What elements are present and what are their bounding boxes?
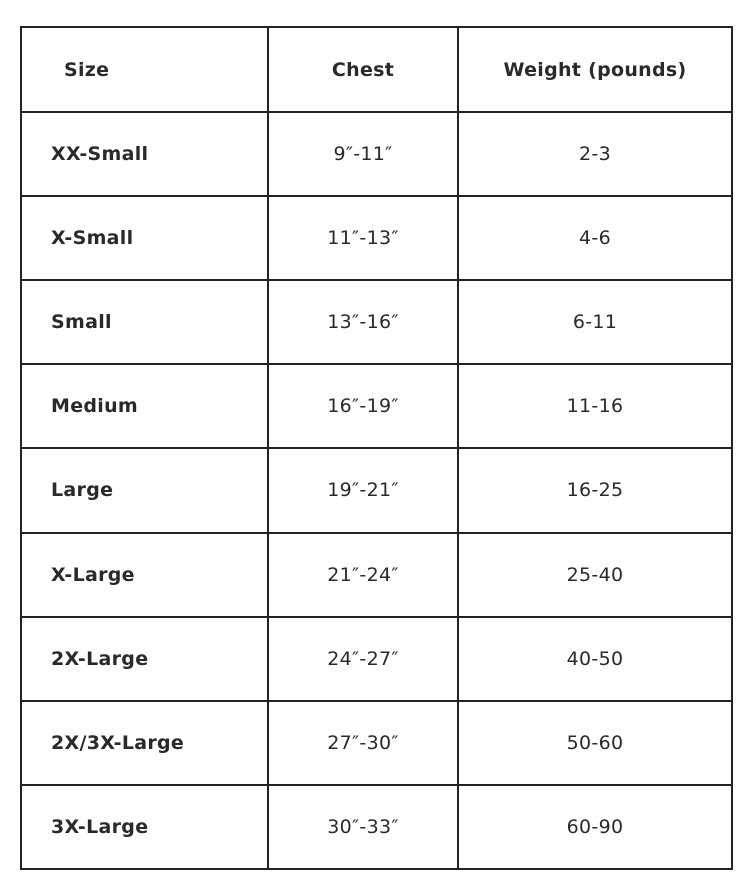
- weight-cell: 16-25: [458, 448, 732, 532]
- header-size: Size: [21, 27, 268, 112]
- header-weight: Weight (pounds): [458, 27, 732, 112]
- header-chest: Chest: [268, 27, 458, 112]
- chest-cell: 16″-19″: [268, 364, 458, 448]
- size-cell: Large: [21, 448, 268, 532]
- weight-cell: 60-90: [458, 785, 732, 869]
- table-row: [21, 280, 732, 364]
- chest-cell: 27″-30″: [268, 701, 458, 785]
- table-row: [21, 785, 732, 869]
- weight-cell: 40-50: [458, 617, 732, 701]
- size-cell: 2X/3X-Large: [21, 701, 268, 785]
- table-row: [21, 364, 732, 448]
- table-header-row: [21, 27, 732, 112]
- size-cell: Small: [21, 280, 268, 364]
- chest-cell: 24″-27″: [268, 617, 458, 701]
- size-cell: 2X-Large: [21, 617, 268, 701]
- size-cell: 3X-Large: [21, 785, 268, 869]
- weight-cell: 50-60: [458, 701, 732, 785]
- chest-cell: 30″-33″: [268, 785, 458, 869]
- size-chart-table: [20, 26, 733, 870]
- weight-cell: 11-16: [458, 364, 732, 448]
- size-cell: XX-Small: [21, 112, 268, 196]
- chest-cell: 21″-24″: [268, 533, 458, 617]
- chest-cell: 19″-21″: [268, 448, 458, 532]
- table-row: [21, 701, 732, 785]
- table-row: [21, 112, 732, 196]
- table-row: [21, 617, 732, 701]
- chest-cell: 9″-11″: [268, 112, 458, 196]
- size-cell: X-Large: [21, 533, 268, 617]
- weight-cell: 4-6: [458, 196, 732, 280]
- weight-cell: 2-3: [458, 112, 732, 196]
- table-row: [21, 533, 732, 617]
- weight-cell: 6-11: [458, 280, 732, 364]
- table-row: [21, 448, 732, 532]
- chest-cell: 13″-16″: [268, 280, 458, 364]
- weight-cell: 25-40: [458, 533, 732, 617]
- chest-cell: 11″-13″: [268, 196, 458, 280]
- table-row: [21, 196, 732, 280]
- size-cell: Medium: [21, 364, 268, 448]
- size-cell: X-Small: [21, 196, 268, 280]
